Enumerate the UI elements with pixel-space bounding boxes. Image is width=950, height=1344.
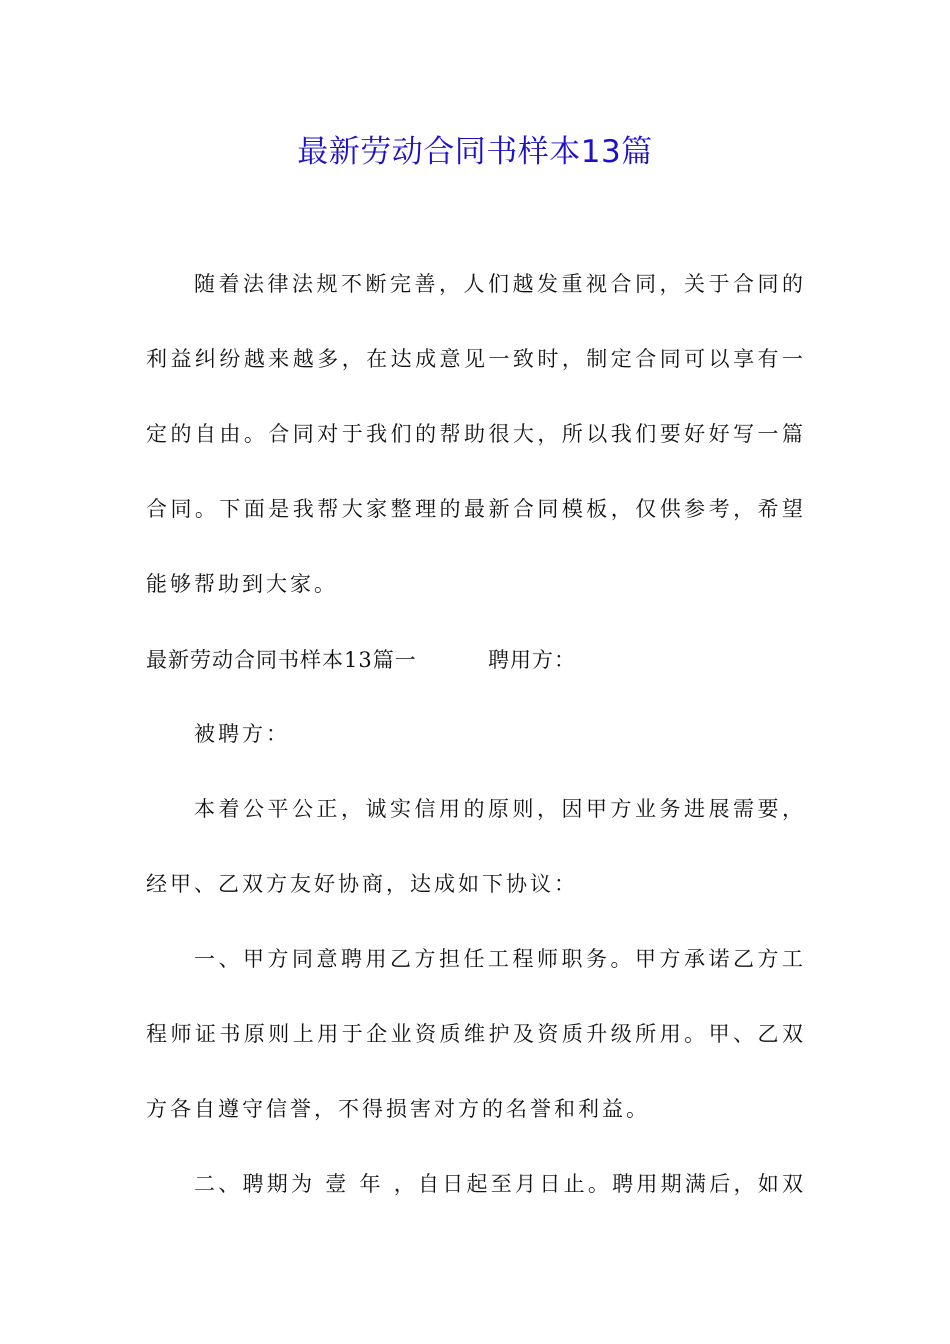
paragraph-1-line-1: 本着公平公正，诚实信用的原则，因甲方业务进展需要， <box>194 797 806 821</box>
section-heading: 最新劳动合同书样本13篇一 <box>146 648 417 672</box>
document-title: 最新劳动合同书样本13篇 <box>297 134 653 170</box>
intro-line-4: 合同。下面是我帮大家整理的最新合同模板，仅供参考，希望 <box>146 497 806 521</box>
intro-line-5: 能够帮助到大家。 <box>146 572 338 596</box>
paragraph-1-line-2: 经甲、乙双方友好协商，达成如下协议： <box>146 872 578 896</box>
clause-1-line-1: 一、甲方同意聘用乙方担任工程师职务。甲方承诺乙方工 <box>194 947 806 971</box>
section-heading-row <box>146 643 806 677</box>
employer-label: 聘用方： <box>488 648 576 672</box>
intro-line-2: 利益纠纷越来越多，在达成意见一致时，制定合同可以享有一 <box>146 347 806 371</box>
intro-line-1: 随着法律法规不断完善，人们越发重视合同，关于合同的 <box>194 272 806 296</box>
intro-line-3: 定的自由。合同对于我们的帮助很大，所以我们要好好写一篇 <box>146 422 806 446</box>
clause-1-line-2: 程师证书原则上用于企业资质维护及资质升级所用。甲、乙双 <box>146 1022 806 1046</box>
clause-2-line-1: 二、聘期为 壹 年 ，自日起至月日止。聘用期满后，如双 <box>194 1172 806 1196</box>
clause-1-line-3: 方各自遵守信誉，不得损害对方的名誉和利益。 <box>146 1097 650 1121</box>
employee-label: 被聘方： <box>194 722 290 746</box>
